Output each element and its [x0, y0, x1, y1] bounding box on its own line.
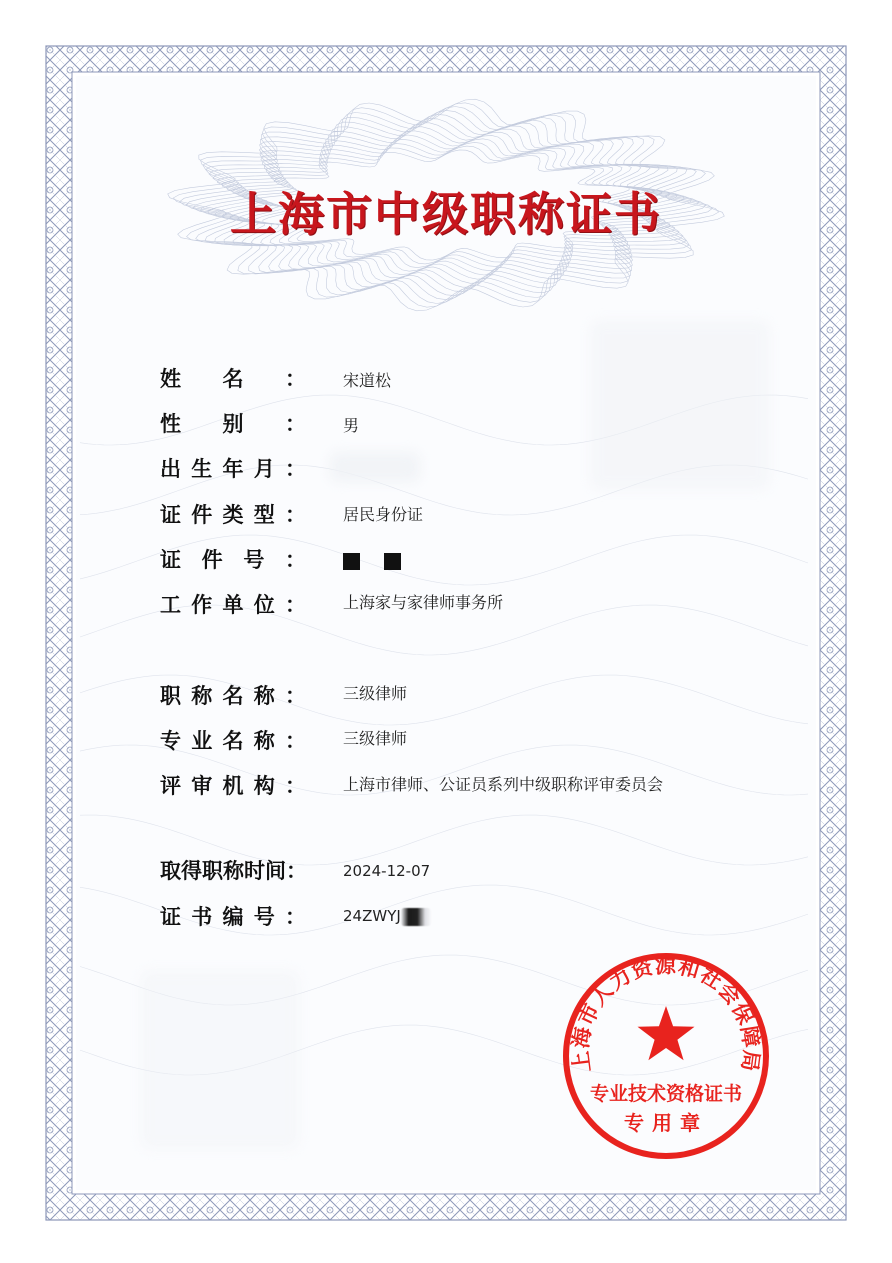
value-name: 宋道松	[343, 371, 392, 390]
seal-inner-text-1: 专业技术资格证书	[589, 1083, 743, 1105]
certificate-title: 上海市中级职称证书	[230, 187, 662, 241]
label-title-name: 职称名称：	[160, 684, 306, 708]
label-birth: 出生年月：	[160, 457, 306, 481]
redaction-blur	[330, 452, 420, 482]
label-specialty: 专业名称：	[160, 729, 306, 753]
redaction-block	[343, 553, 360, 570]
seal-outer-text: 上海市人力资源和社会保障局	[567, 952, 765, 1074]
star-icon	[638, 1006, 695, 1060]
redaction-blur	[140, 970, 300, 1150]
redaction-blur	[590, 320, 770, 490]
label-employer: 工作单位：	[160, 593, 306, 617]
label-id-number: 证件号：	[160, 548, 306, 572]
value-title-name: 三级律师	[343, 684, 408, 703]
value-review-body: 上海市律师、公证员系列中级职称评审委员会	[343, 775, 664, 794]
official-seal-icon	[560, 950, 772, 1162]
redaction-block	[384, 553, 401, 570]
value-gender: 男	[343, 416, 360, 435]
value-employer: 上海家与家律师事务所	[343, 593, 504, 612]
label-name: 姓名：	[160, 367, 306, 391]
value-specialty: 三级律师	[343, 729, 408, 748]
label-gender: 性别：	[160, 412, 306, 436]
label-id-type: 证件类型：	[160, 503, 306, 527]
redaction-blur	[401, 908, 431, 926]
value-obtained-date: 2024-12-07	[343, 862, 431, 880]
label-obtained-date: 取得职称时间：	[160, 859, 307, 883]
value-id-number	[343, 549, 723, 573]
label-cert-number: 证书编号：	[160, 905, 306, 929]
label-review-body: 评审机构：	[160, 774, 306, 798]
value-id-type: 居民身份证	[343, 505, 424, 524]
seal-inner-text-2: 专用章	[624, 1111, 708, 1135]
value-cert-number: 24ZWYJ	[343, 904, 723, 928]
